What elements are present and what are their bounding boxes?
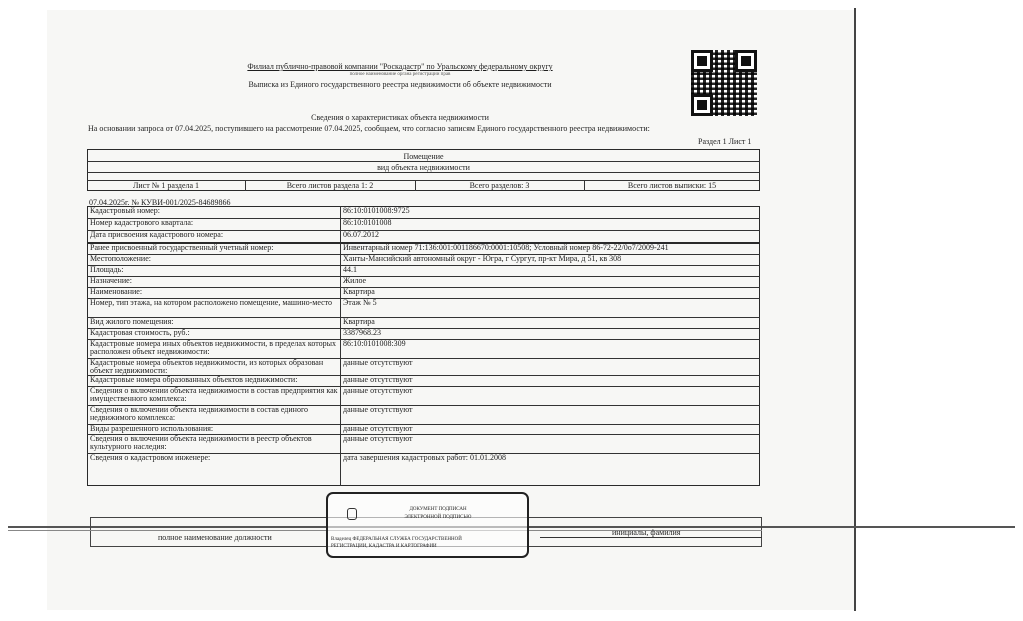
row-label: Сведения о включении объекта недвижимости в состав предприятия как имущественного комплекса:: [90, 387, 338, 403]
row-value: 86:10:0101008:309: [343, 340, 406, 348]
section-title: Сведения о характеристиках объекта недвижимости: [311, 113, 489, 122]
row-label: Назначение:: [90, 277, 132, 285]
row-value: данные отсутствуют: [343, 359, 413, 367]
row-value: данные отсутствуют: [343, 425, 413, 433]
row-label: Наименование:: [90, 288, 143, 296]
total-sections: Всего разделов: 3: [469, 182, 530, 190]
branch-caption: полное наименование органа регистрации прав: [349, 72, 451, 77]
row-value: 86:10:0101008: [343, 219, 392, 227]
extract-number: 07.04.2025г. № КУВИ-001/2025-84689866: [89, 199, 231, 207]
row-value: данные отсутствуют: [343, 376, 413, 384]
branch-name: Филиал публично-правовой компании "Роскадастр" по Уральскому федеральному округу: [247, 62, 553, 71]
total-sheets-section: Всего листов раздела 1: 2: [286, 182, 374, 190]
qr-code-icon: [691, 50, 757, 116]
row-label: Дата присвоения кадастрового номера:: [90, 231, 224, 239]
row-value: данные отсутствуют: [343, 435, 413, 443]
row-value: Ханты-Мансийский автономный округ - Югра, г Сургут, пр-кт Мира, д 51, кв 308: [343, 255, 622, 263]
stamp-title: ДОКУМЕНТ ПОДПИСАН: [409, 507, 467, 512]
stamp-owner: Владелец ФЕДЕРАЛЬНАЯ СЛУЖБА ГОСУДАРСТВЕННОЙ: [331, 537, 462, 542]
row-label: Площадь:: [90, 266, 124, 274]
row-value: Этаж № 5: [343, 299, 377, 307]
page-reference: Раздел 1 Лист 1: [698, 137, 752, 146]
row-label: Местоположение:: [90, 255, 151, 263]
name-caption: инициалы, фамилия: [612, 528, 681, 537]
stamp-owner-line2: РЕГИСТРАЦИИ, КАДАСТРА И КАРТОГРАФИИ: [331, 544, 437, 549]
electronic-signature-stamp: [326, 492, 529, 558]
row-value: 06.07.2012: [343, 231, 379, 239]
total-sheets-extract: Всего листов выписки: 15: [627, 182, 717, 190]
row-label: Сведения о включении объекта недвижимости в реестр объектов культурного наследия:: [90, 435, 312, 451]
row-value: данные отсутствуют: [343, 387, 413, 395]
scan-edge-vertical: [854, 8, 856, 611]
row-label: Сведения о кадастровом инженере:: [90, 454, 211, 462]
row-value: 44.1: [343, 266, 357, 274]
row-value: данные отсутствуют: [343, 406, 413, 414]
document-title: Выписка из Единого государственного реестра недвижимости об объекте недвижимости: [248, 80, 552, 89]
row-value: 3387968.23: [343, 329, 381, 337]
row-value: дата завершения кадастровых работ: 01.01.2008: [343, 454, 506, 462]
object-kind: Помещение: [403, 153, 444, 161]
row-label: Кадастровые номера иных объектов недвижимости, в пределах которых расположен объект недвижимости:: [90, 340, 337, 356]
row-value: 86:10:0101008:9725: [343, 207, 410, 215]
stamp-subtitle: ЭЛЕКТРОННОЙ ПОДПИСЬЮ: [404, 515, 472, 520]
row-label: Кадастровые номера образованных объектов недвижимости:: [90, 376, 298, 384]
row-label: Вид жилого помещения:: [90, 318, 174, 326]
row-label: Номер, тип этажа, на котором расположено помещение, машино-место: [90, 299, 333, 307]
object-kind-caption: вид объекта недвижимости: [377, 164, 470, 172]
row-label: Номер кадастрового квартала:: [90, 219, 194, 227]
emblem-icon: [347, 508, 357, 520]
sheet-number: Лист № 1 раздела 1: [132, 182, 200, 190]
row-label: Кадастровая стоимость, руб.:: [90, 329, 190, 337]
row-label: Сведения о включении объекта недвижимости в состав единого недвижимого комплекса:: [90, 406, 309, 422]
row-value: Квартира: [343, 318, 375, 326]
request-text: На основании запроса от 07.04.2025, поступившего на рассмотрение 07.04.2025, сообщаем, что согласно записям Единого государственного реестра недвижимости:: [88, 124, 650, 133]
position-caption: полное наименование должности: [158, 533, 272, 542]
row-label: Кадастровый номер:: [90, 207, 160, 215]
row-value: Жилое: [343, 277, 367, 285]
row-label: Кадастровые номера объектов недвижимости, из которых образован объект недвижимости:: [90, 359, 324, 375]
row-label: Ранее присвоенный государственный учетный номер:: [90, 244, 274, 252]
row-value: Квартира: [343, 288, 375, 296]
row-value: Инвентарный номер 71:136:001:001186670:0001:10508; Условный номер 86-72-22/0о7/2009-241: [343, 244, 669, 252]
row-label: Виды разрешенного использования:: [90, 425, 214, 433]
